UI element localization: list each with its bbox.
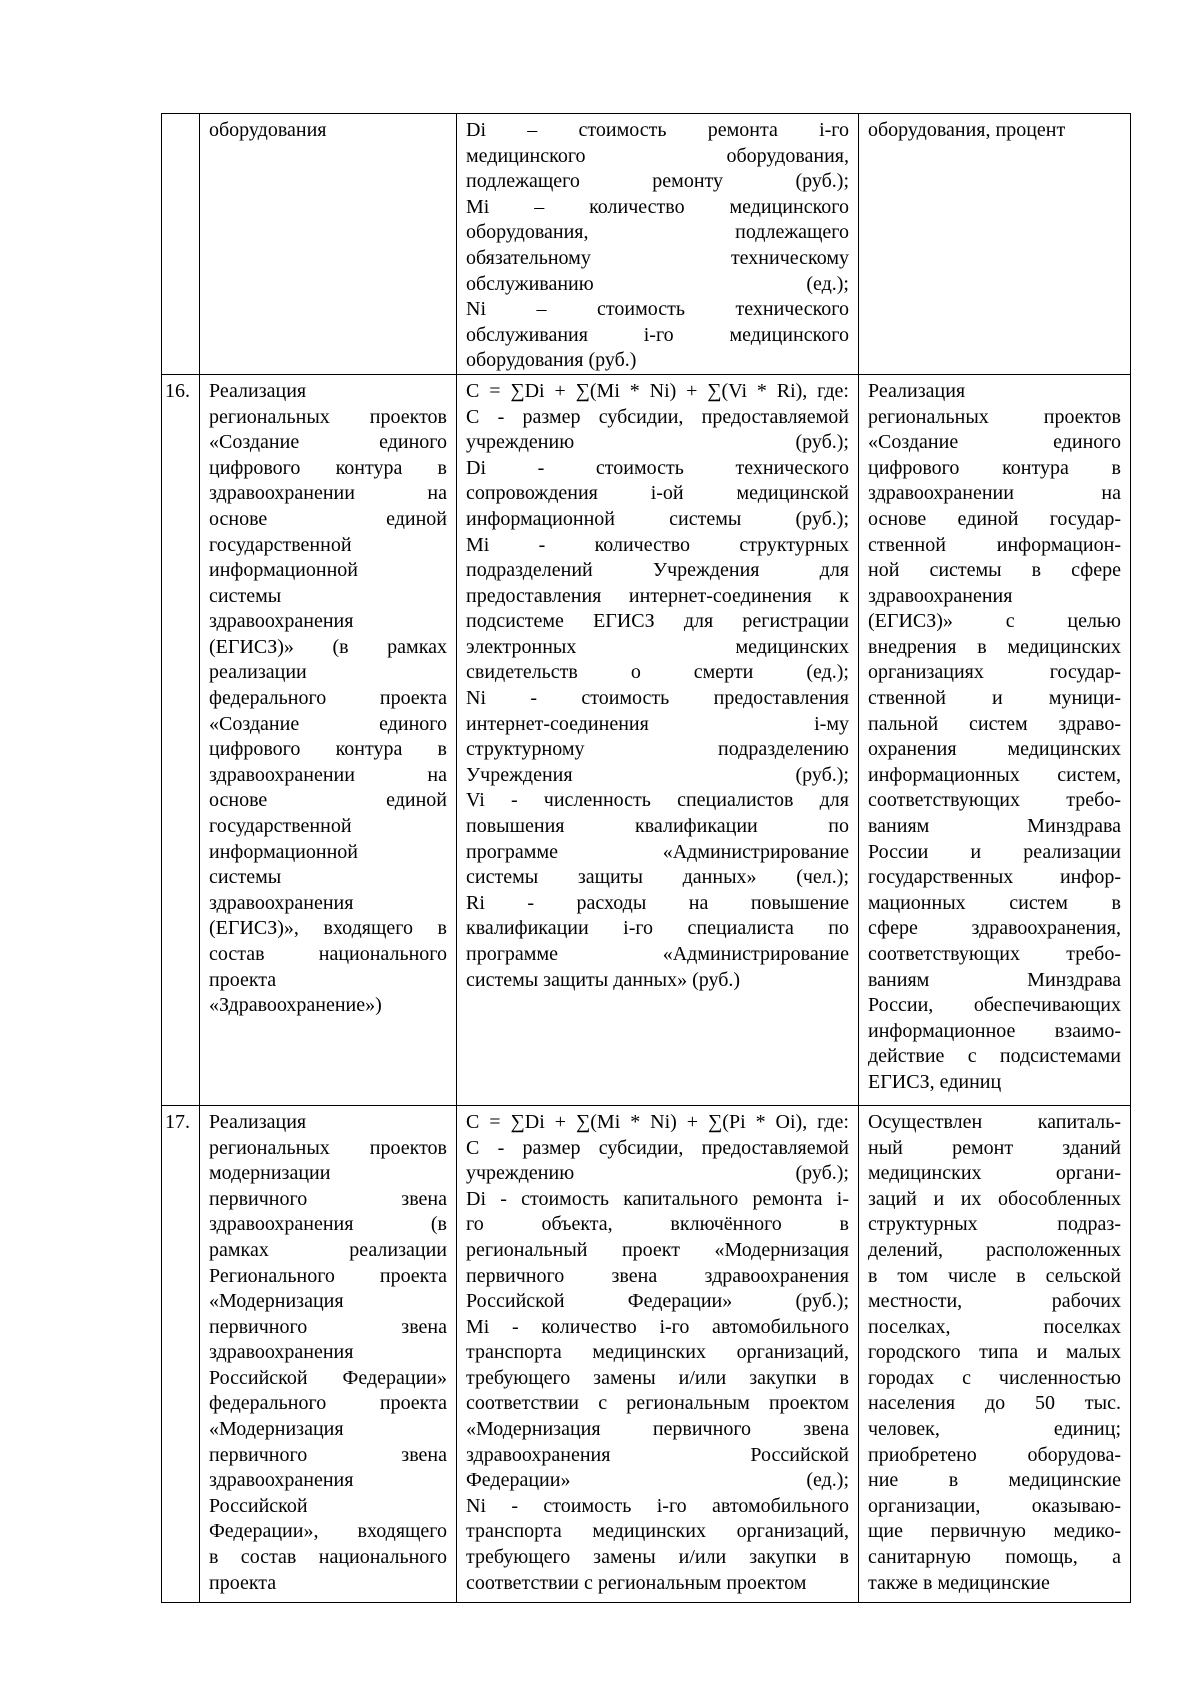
text-line: C - размер субсидии, предоставляемой xyxy=(466,1136,849,1159)
row-number: 16. xyxy=(165,379,190,402)
text-line: Di – стоимость ремонта i-го xyxy=(466,119,849,141)
text-line: Реализация xyxy=(209,1110,307,1133)
text-line: оборудования, процент xyxy=(868,119,1066,141)
text-line: цифрового контура в xyxy=(868,456,1121,479)
text-line: системы xyxy=(209,584,282,607)
text-line: основе единой государ- xyxy=(868,507,1121,530)
text-line: городского типа и малых xyxy=(868,1341,1121,1364)
text-line: сопровождения i-ой медицинской xyxy=(466,482,849,505)
text-line: первичного звена xyxy=(209,1443,447,1466)
text-line: в том числе в сельской xyxy=(868,1264,1121,1287)
text-line: оборудования, подлежащего xyxy=(466,221,849,244)
row-number: 17. xyxy=(165,1110,190,1133)
text-line: соответствующих требо- xyxy=(868,943,1121,965)
text-line: делений, расположенных xyxy=(868,1238,1121,1261)
text-line: Осуществлен капиталь- xyxy=(868,1110,1121,1133)
text-line: населения до 50 тыс. xyxy=(868,1392,1121,1415)
text-line: оборудования (руб.) xyxy=(466,349,637,372)
text-line: «Здравоохранение») xyxy=(209,994,382,1017)
text-line: государственных инфор- xyxy=(868,866,1121,889)
text-line: оборудования xyxy=(209,119,327,141)
text-line: электронных медицинских xyxy=(466,635,849,658)
name-cell xyxy=(200,1105,457,1602)
text-line: (ЕГИСЗ)» (в рамках xyxy=(209,635,447,658)
text-line: информационной xyxy=(209,840,358,863)
text-line: Mi – количество медицинского xyxy=(466,195,849,218)
text-line: региональных проектов xyxy=(209,1136,447,1159)
text-line: здравоохранении на xyxy=(868,482,1121,505)
text-line: программе «Администрирование xyxy=(466,943,849,965)
text-line: ние в медицинские xyxy=(868,1469,1121,1492)
text-line: Реализация xyxy=(209,379,307,402)
text-line: информационной системы (руб.); xyxy=(466,507,849,530)
text-line: соответствии с региональным проектом xyxy=(466,1571,807,1594)
text-line: соответствии с региональным проектом xyxy=(466,1392,849,1415)
text-line: региональный проект «Модернизация xyxy=(466,1238,849,1261)
text-line: региональных проектов xyxy=(868,405,1121,428)
text-line: Mi - количество структурных xyxy=(466,533,849,556)
table-body xyxy=(162,114,1131,1603)
row-number-cell xyxy=(162,374,200,1105)
text-line: Ni - стоимость предоставления xyxy=(466,687,849,710)
text-line: подлежащего ремонту (руб.); xyxy=(466,170,849,193)
text-line: ЕГИСЗ, единиц xyxy=(868,1070,1002,1093)
text-line: Реализация xyxy=(868,379,966,402)
text-line: модернизации xyxy=(209,1162,331,1185)
text-line: предоставления интернет-соединения к xyxy=(466,584,849,607)
text-line: требующего замены и/или закупки в xyxy=(466,1546,849,1569)
text-line: организации, оказываю- xyxy=(868,1494,1121,1517)
text-line: ный ремонт зданий xyxy=(868,1136,1121,1159)
row-number-cell xyxy=(162,1105,200,1602)
text-line: Российской Федерации» (руб.); xyxy=(466,1290,849,1313)
text-line: здравоохранения xyxy=(209,1341,354,1364)
text-line: программе «Администрирование xyxy=(466,840,849,863)
text-line: интернет-соединения i-му xyxy=(466,712,849,735)
text-line: медицинского оборудования, xyxy=(466,144,849,167)
text-line: государственной xyxy=(209,533,352,556)
text-line: Ri - расходы на повышение xyxy=(466,891,849,914)
text-line: C = ∑Di + ∑(Mi * Ni) + ∑(Vi * Ri), где: xyxy=(466,379,849,402)
formula-cell xyxy=(457,1105,859,1602)
text-line: ной системы в сфере xyxy=(868,559,1121,582)
text-line: пальной систем здраво- xyxy=(868,712,1121,735)
text-line: го объекта, включённого в xyxy=(466,1213,849,1236)
name-cell xyxy=(200,374,457,1105)
formula-cell xyxy=(457,114,859,375)
text-line: системы защиты данных» (руб.) xyxy=(466,968,741,991)
text-line: информационных систем, xyxy=(868,763,1121,786)
text-line: транспорта медицинских организаций, xyxy=(466,1341,849,1364)
text-line: первичного звена xyxy=(209,1315,447,1338)
text-line: Mi - количество i-го автомобильного xyxy=(466,1315,849,1338)
text-line: информационное взаимо- xyxy=(868,1019,1121,1042)
text-line: подразделений Учреждения для xyxy=(466,559,849,582)
text-line: заций и их обособленных xyxy=(868,1187,1121,1210)
text-line: транспорта медицинских организаций, xyxy=(466,1520,849,1543)
text-line: «Создание единого xyxy=(209,712,447,735)
text-line: учреждению (руб.); xyxy=(466,431,849,454)
text-line: повышения квалификации по xyxy=(466,815,849,838)
text-line: региональных проектов xyxy=(209,405,447,428)
table-row xyxy=(162,1105,1131,1602)
text-line: «Модернизация xyxy=(209,1290,344,1313)
text-line: ваниям Минздрава xyxy=(868,815,1121,838)
text-line: сфере здравоохранения, xyxy=(868,917,1121,940)
text-line: основе единой xyxy=(209,507,447,530)
text-line: требующего замены и/или закупки в xyxy=(466,1366,849,1389)
text-line: проекта xyxy=(209,1571,277,1594)
text-line: «Создание единого xyxy=(868,431,1121,454)
name-cell xyxy=(200,114,457,375)
text-line: реализации xyxy=(209,661,307,684)
text-line: здравоохранении на xyxy=(209,482,447,505)
text-line: охранения медицинских xyxy=(868,738,1121,761)
text-line: здравоохранения xyxy=(209,610,354,633)
text-line: Российской xyxy=(209,1494,308,1517)
text-line: ваниям Минздрава xyxy=(868,968,1121,991)
indicator-cell xyxy=(859,374,1131,1105)
text-line: поселках, поселках xyxy=(868,1315,1121,1338)
table-row xyxy=(162,374,1131,1105)
text-line: федерального проекта xyxy=(209,1392,447,1415)
text-line: основе единой xyxy=(209,789,447,812)
formula-cell xyxy=(457,374,859,1105)
text-line: Ni – стоимость технического xyxy=(466,298,849,321)
text-line: соответствующих требо- xyxy=(868,789,1121,812)
text-line: подсистеме ЕГИСЗ для регистрации xyxy=(466,610,849,633)
text-line: внедрения в медицинских xyxy=(868,635,1121,658)
text-line: ственной и муници- xyxy=(868,687,1121,710)
text-line: России, обеспечивающих xyxy=(868,994,1121,1017)
text-line: структурных подраз- xyxy=(868,1213,1121,1236)
text-line: рамках реализации xyxy=(209,1238,447,1261)
text-line: учреждению (руб.); xyxy=(466,1162,849,1185)
indicator-cell xyxy=(859,114,1131,375)
text-line: действие с подсистемами xyxy=(868,1045,1121,1068)
text-line: первичного звена xyxy=(209,1187,447,1210)
text-line: обслуживания i-го медицинского xyxy=(466,323,849,346)
text-line: (ЕГИСЗ)» с целью xyxy=(868,610,1121,633)
text-line: Российской Федерации» xyxy=(209,1366,447,1389)
text-line: Di - стоимость технического xyxy=(466,456,849,479)
text-line: человек, единиц; xyxy=(868,1418,1121,1441)
text-line: Регионального проекта xyxy=(209,1264,447,1287)
text-line: здравоохранения Российской xyxy=(466,1443,849,1466)
text-line: здравоохранении на xyxy=(209,763,447,786)
text-line: Федерации» (ед.); xyxy=(466,1469,849,1492)
text-line: системы защиты данных» (чел.); xyxy=(466,866,849,889)
text-line: цифрового контура в xyxy=(209,456,447,479)
text-line: государственной xyxy=(209,815,352,838)
indicator-cell xyxy=(859,1105,1131,1602)
text-line: «Модернизация первичного звена xyxy=(466,1418,849,1441)
text-line: первичного звена здравоохранения xyxy=(466,1264,849,1287)
table-row xyxy=(162,114,1131,375)
text-line: России и реализации xyxy=(868,840,1121,863)
text-line: квалификации i-го специалиста по xyxy=(466,917,849,940)
text-line: «Создание единого xyxy=(209,431,447,454)
text-line: Ni - стоимость i-го автомобильного xyxy=(466,1494,849,1517)
text-line: структурному подразделению xyxy=(466,738,849,761)
text-line: обязательному техническому xyxy=(466,246,849,269)
text-line: ственной информацион- xyxy=(868,533,1121,556)
text-line: «Модернизация xyxy=(209,1418,344,1441)
text-line: здравоохранения xyxy=(868,584,1013,607)
text-line: свидетельств о смерти (ед.); xyxy=(466,661,849,684)
text-line: здравоохранения xyxy=(209,891,354,914)
text-line: проекта xyxy=(209,968,277,991)
text-line: щие первичную медико- xyxy=(868,1520,1121,1543)
text-line: Учреждения (руб.); xyxy=(466,763,849,786)
text-line: в состав национального xyxy=(209,1546,447,1569)
text-line: здравоохранения xyxy=(209,1469,354,1492)
text-line: федерального проекта xyxy=(209,687,447,710)
text-line: информационной xyxy=(209,559,358,582)
row-number-cell xyxy=(162,114,200,375)
text-line: обслуживанию (ед.); xyxy=(466,272,849,295)
text-line: C - размер субсидии, предоставляемой xyxy=(466,405,849,428)
text-line: также в медицинские xyxy=(868,1571,1050,1594)
text-line: городах с численностью xyxy=(868,1366,1121,1389)
text-line: Di - стоимость капитального ремонта i- xyxy=(466,1187,849,1210)
text-line: (ЕГИСЗ)», входящего в xyxy=(209,917,447,940)
text-line: санитарную помощь, а xyxy=(868,1546,1121,1569)
document-table xyxy=(161,113,1131,1603)
text-line: Vi - численность специалистов для xyxy=(466,789,849,812)
text-line: здравоохранения (в xyxy=(209,1213,447,1236)
text-line: приобретено оборудова- xyxy=(868,1443,1121,1466)
text-line: системы xyxy=(209,866,282,889)
text-line: состав национального xyxy=(209,943,447,965)
text-line: C = ∑Di + ∑(Mi * Ni) + ∑(Pi * Oi), где: xyxy=(466,1110,849,1133)
text-line: местности, рабочих xyxy=(868,1290,1121,1313)
text-line: медицинских органи- xyxy=(868,1162,1121,1185)
text-line: мационных систем в xyxy=(868,891,1121,914)
text-line: организациях государ- xyxy=(868,661,1121,684)
text-line: цифрового контура в xyxy=(209,738,447,761)
text-line: Федерации», входящего xyxy=(209,1520,447,1543)
